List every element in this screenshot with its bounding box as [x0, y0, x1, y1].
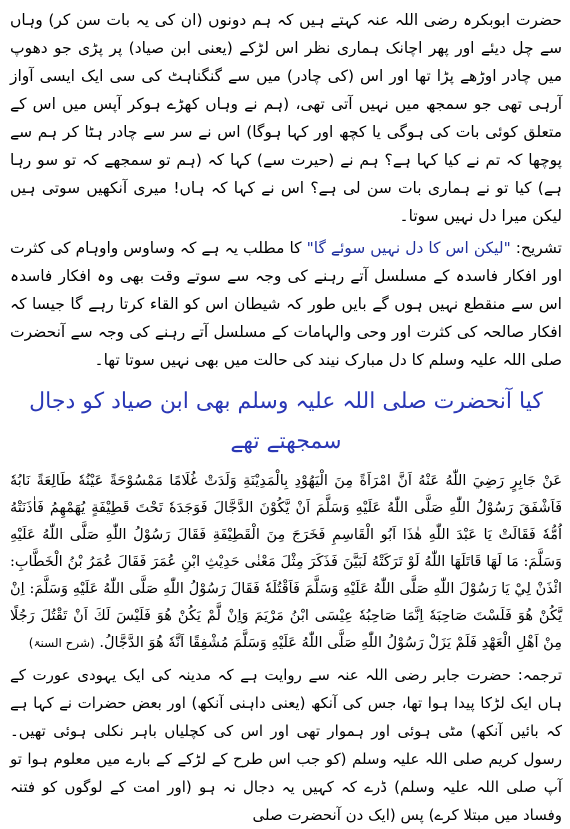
hadith-arabic-text — [10, 468, 562, 657]
section-heading: کیا آنحضرت صلی اللہ علیہ وسلم بھی ابن صیاد کو دجال سمجھتے تھے — [29, 389, 543, 454]
explanation-quote: "لیکن اس کا دل نہیں سوئے گا" — [306, 239, 511, 257]
explanation-text: کا مطلب یہ ہے کہ وساوس واوہام کی کثرت اور افکار فاسدہ کے مسلسل آتے رہنے کی وجہ سے سوتے وقت بھی وہ افکار فاسدہ اس سے منقطع نہیں ہوں گے بایں طور کہ شیطان اس کو القاء کرتا رہے گا جیسا کہ افکار صالحہ کی کثرت اور وحی والہامات کے مسلسل آتے رہنے کی وجہ سے آنحضرت صلی اللہ علیہ وسلم کا دل مبارک نیند کی حالت میں بھی نہیں سوتا تھا۔ — [10, 239, 562, 369]
narration-paragraph: حضرت ابوبکرہ رضی اللہ عنہ کہتے ہیں کہ ہم دونوں (ان کی یہ بات سن کر) وہاں سے چل دیئے اور پھر اچانک ہماری نظر اس لڑکے (یعنی ابن صیاد) پر پڑی جو دھوپ میں چادر اوڑھے پڑا تھا اور اس (کی چادر) میں سے گنگناہٹ کی سی ایک ایسی آواز آرہی تھی جو سمجھ میں نہیں آتی تھی، (ہم نے وہاں کھڑے ہوکر آپس میں اس کے متعلق کوئی بات کی ہوگی یا کچھ اور کہا ہوگا) اس نے سر سے چادر ہٹا کر ہم سے پوچھا کہ تم نے کیا کہا ہے؟ ہم نے (حیرت سے) کہا کہ (ہم تو سمجھے کہ تو سو رہا ہے) کیا تو نے ہماری بات سن لی ہے؟ اس نے کہا کہ ہاں! میری آنکھیں سوتی ہیں لیکن میرا دل نہیں سوتا۔ — [10, 11, 562, 225]
document-page — [10, 6, 562, 829]
explanation-paragraph — [10, 234, 562, 374]
hadith-arabic-body: عَنْ جَابِرٍ رَضِيَ اللّٰهُ عَنْهُ اَنَّ امْرَاَةً مِنَ الْيَهُوْدِ بِالْمَدِيْنَةِ وَلَدَتْ غُلَامًا مَمْسُوْحَةً عَيْنُهٗ طَالِعَةً نَابُهٗ فَاَشْفَقَ رَسُوْلُ اللّٰهِ صَلَّى اللّٰهُ عَلَيْهِ وَسَلَّمَ اَنْ يَّكُوْنَ الدَّجَّالَ فَوَجَدَهٗ تَحْتَ قَطِيْفَةٍ يُهَمْهِمُ فَاٰذَنَتْهُ اُمُّهٗ فَقَالَتْ يَا عَبْدَ اللّٰهِ هٰذَا اَبُو الْقَاسِمِ فَخَرَجَ مِنَ الْقَطِيْفَةِ فَقَالَ رَسُوْلُ اللّٰهِ صَلَّى اللّٰهُ عَلَيْهِ وَسَلَّمَ: مَا لَهَا قَاتَلَهَا اللّٰهُ لَوْ تَرَكَتْهُ لَبَيَّنَ فَذَكَرَ مِثْلَ مَعْنٰى حَدِيْثِ ابْنِ عُمَرَ فَقَالَ عُمَرُ بْنُ الْخَطَّابِ: ائْذَنْ لِيْ يَا رَسُوْلَ اللّٰهِ صَلَّى اللّٰهُ عَلَيْهِ وَسَلَّمَ فَاَقْتُلَهٗ فَقَالَ رَسُوْلُ اللّٰهِ صَلَّى اللّٰهُ عَلَيْهِ وَسَلَّمَ: اِنْ يَّكُنْ هُوَ فَلَسْتَ صَاحِبَهٗ اِنَّمَا صَاحِبُهٗ عِيْسَى ابْنُ مَرْيَمَ وَاِنْ لَّمْ يَكُنْ هُوَ فَلَيْسَ لَكَ اَنْ تَقْتُلَ رَجُلًا مِنْ اَهْلِ الْعَهْدِ فَلَمْ يَزَلْ رَسُوْلُ اللّٰهِ صَلَّى اللّٰهُ عَلَيْهِ وَسَلَّمَ مُشْفِقًا اَنَّهٗ هُوَ الدَّجَّالُ. — [10, 473, 562, 651]
hadith-source: (شرح السنۃ) — [28, 636, 95, 650]
explanation-label: تشریح: — [515, 239, 562, 257]
translation-paragraph: ترجمہ: حضرت جابر رضی اللہ عنہ سے روایت ہے کہ مدینہ کی ایک یہودی عورت کے ہاں ایک لڑکا پیدا ہوا تھا، جس کی آنکھ (یعنی داہنی آنکھ) اور بعض حضرات نے کہا ہے کہ بائیں آنکھ) مٹی ہوئی اور ہموار تھی اور اس کی کچلیاں باہر نکلی ہوئی تھیں۔ رسول کریم صلی اللہ علیہ وسلم (کو جب اس طرح کے لڑکے کے بارے میں معلوم ہوا تو آپ صلی اللہ علیہ وسلم) ڈرے کہ کہیں یہ دجال نہ ہو (اور امت کے لوگوں کو فتنہ وفساد میں مبتلا کرے) پس (ایک دن آنحضرت صلی — [10, 666, 562, 824]
